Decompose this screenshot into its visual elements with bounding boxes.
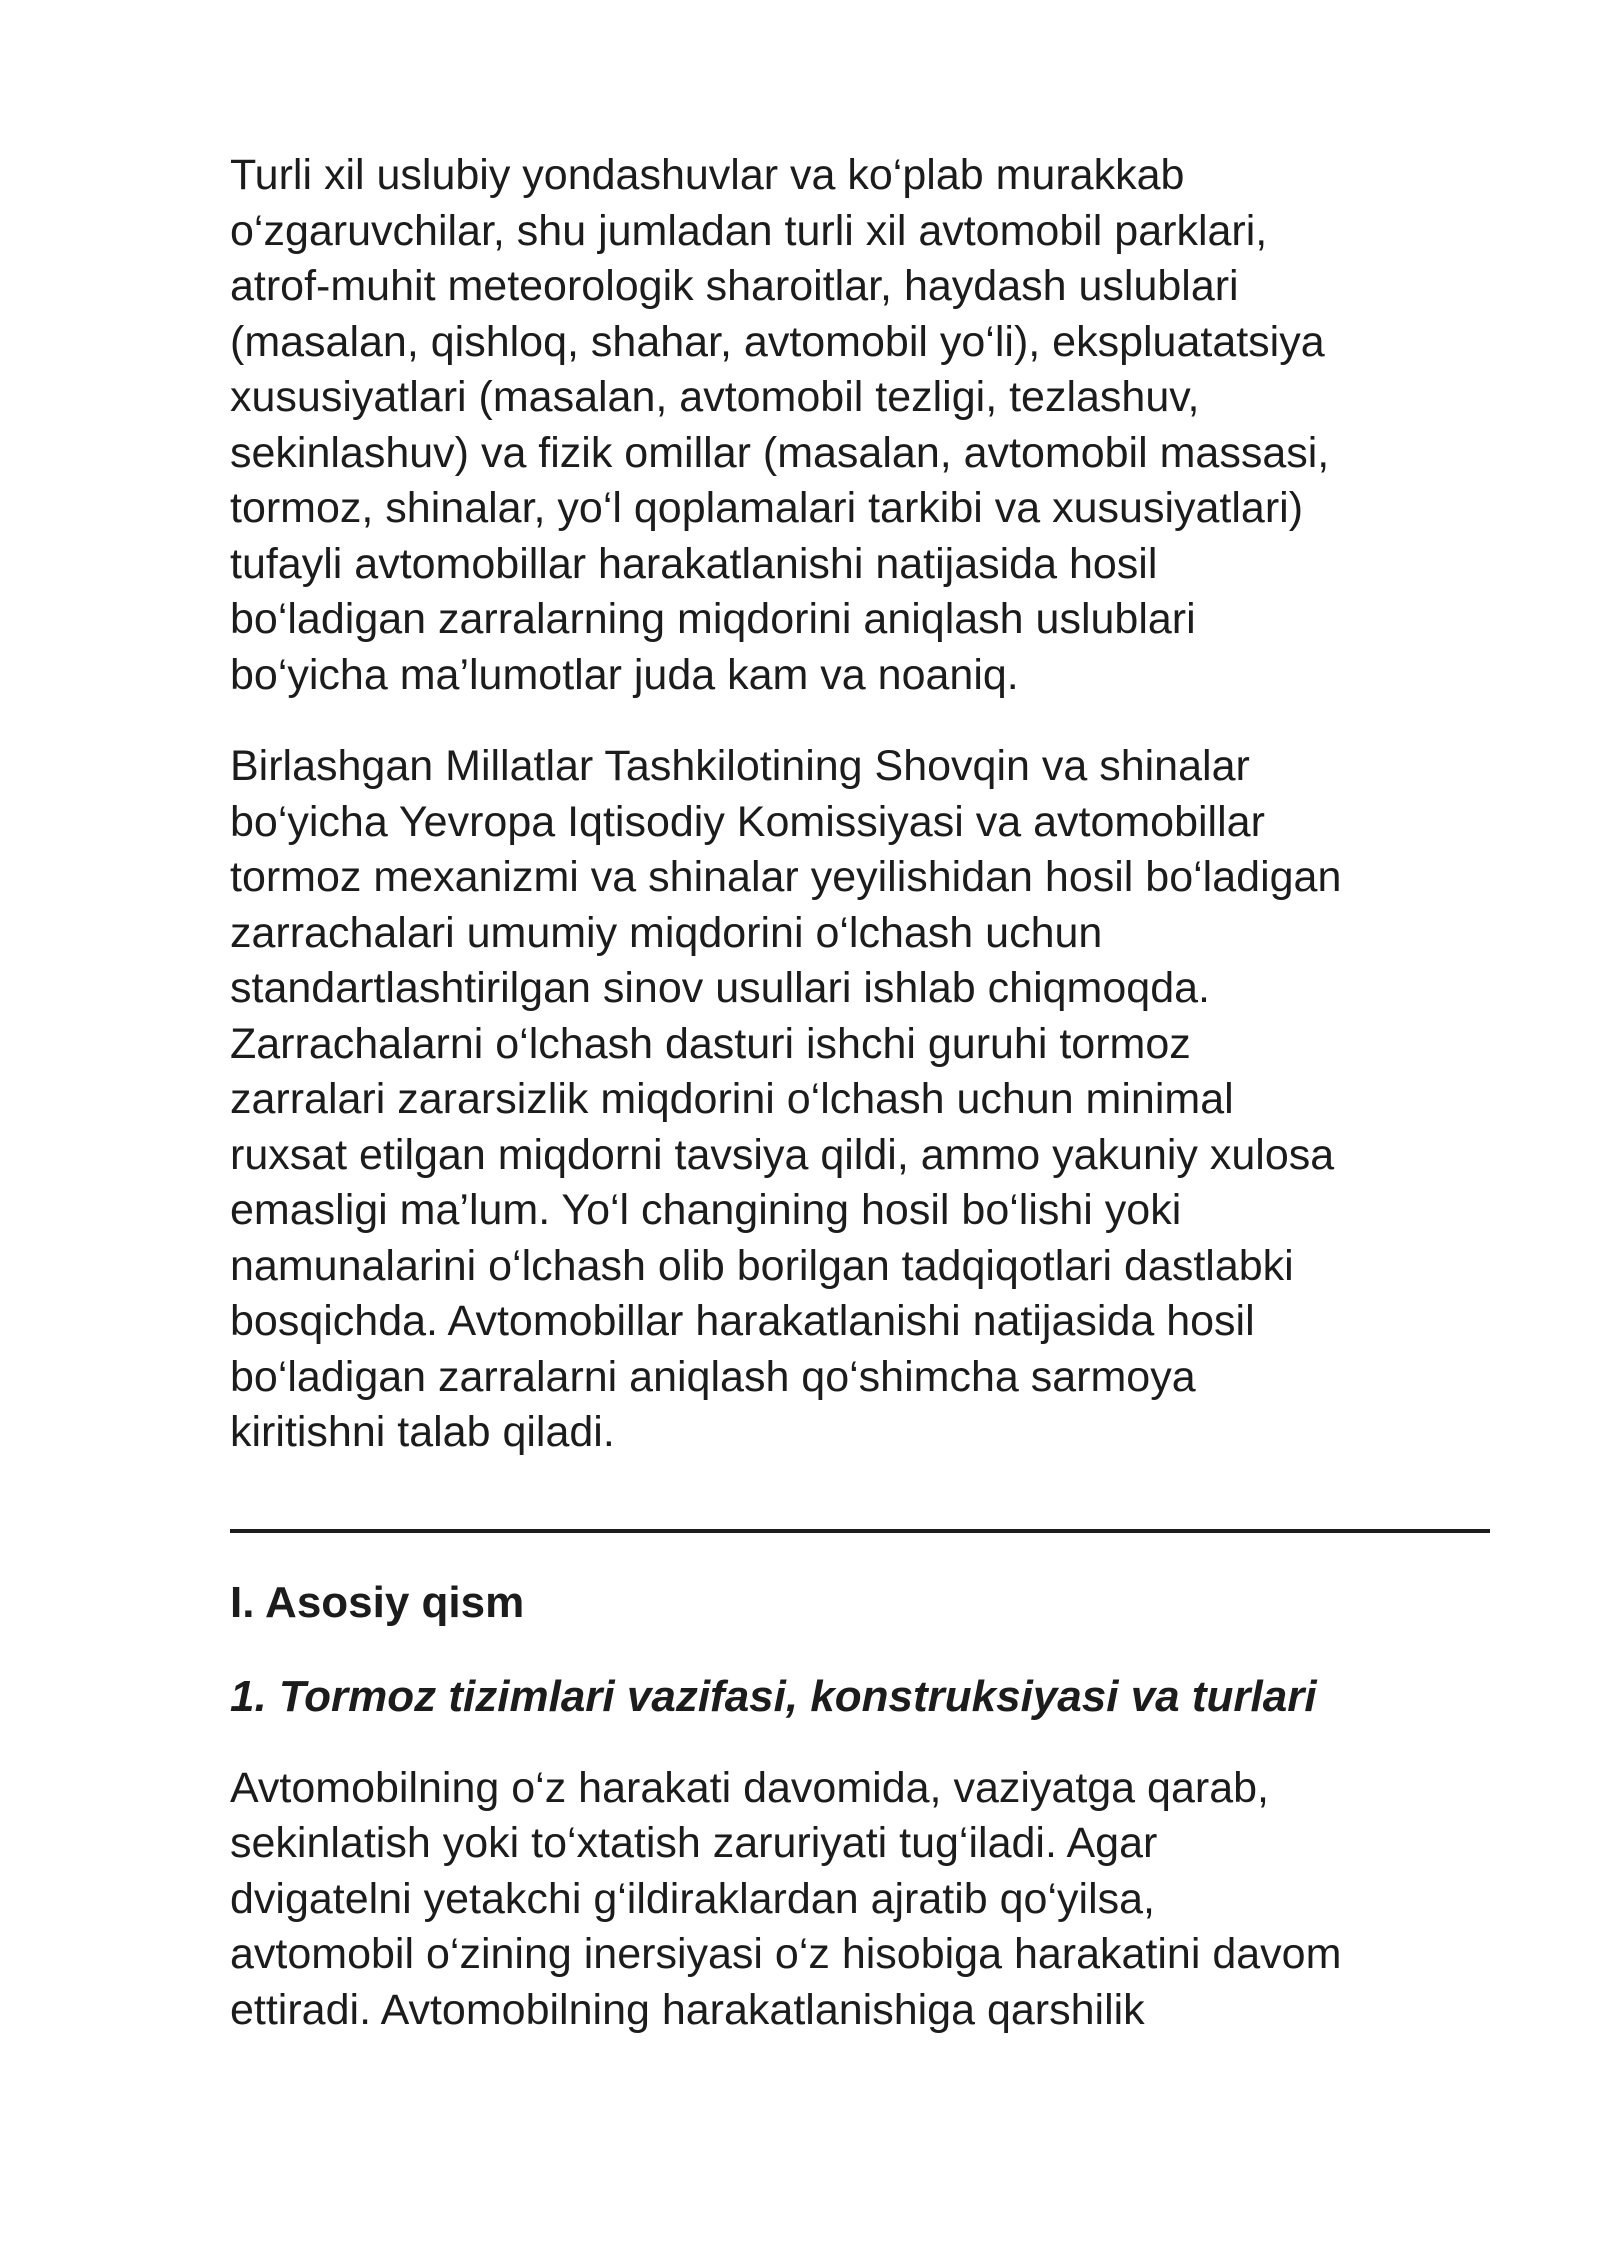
text-line: bo‘ladigan zarralarning miqdorini aniqlash uslublari	[230, 595, 1196, 643]
text-line: xususiyatlari (masalan, avtomobil tezligi, tezlashuv,	[230, 373, 1200, 421]
text-line: tormoz mexanizmi va shinalar yeyilishidan hosil bo‘ladigan	[230, 853, 1342, 901]
intro-paragraph	[230, 148, 1490, 703]
text-line: bo‘yicha ma’lumotlar juda kam va noaniq.	[230, 650, 1019, 699]
text-line: Zarrachalarni o‘lchash dasturi ishchi guruhi tormoz	[230, 1019, 1191, 1068]
text-line: avtomobil o‘zining inersiyasi o‘z hisobiga harakatini davom	[230, 1930, 1342, 1978]
page-content	[230, 148, 1490, 2038]
second-paragraph	[230, 739, 1490, 1461]
text-line: standartlashtirilgan sinov usullari ishlab chiqmoqda.	[230, 964, 1210, 1012]
text-line: emasligi ma’lum. Yo‘l changining hosil bo‘lishi yoki	[230, 1186, 1182, 1234]
text-line: zarrachalari umumiy miqdorini o‘lchash uchun	[230, 908, 1103, 957]
text-line: Birlashgan Millatlar Tashkilotining Shovqin va shinalar	[230, 742, 1250, 790]
text-line: dvigatelni yetakchi g‘ildiraklardan ajratib qo‘yilsa,	[230, 1874, 1155, 1923]
subsection-heading: 1. Tormoz tizimlari vazifasi, konstruksiyasi va turlari	[230, 1671, 1317, 1721]
text-line: sekinlashuv) va fizik omillar (masalan, avtomobil massasi,	[230, 428, 1330, 477]
text-line: bo‘yicha Yevropa Iqtisodiy Komissiyasi va avtomobillar	[230, 797, 1265, 846]
text-line: sekinlatish yoki to‘xtatish zaruriyati tug‘iladi. Agar	[230, 1819, 1158, 1867]
text-line: o‘zgaruvchilar, shu jumladan turli xil avtomobil parklari,	[230, 206, 1268, 255]
text-line: tormoz, shinalar, yo‘l qoplamalari tarkibi va xususiyatlari)	[230, 484, 1304, 532]
text-line: zarralari zararsizlik miqdorini o‘lchash uchun minimal	[230, 1075, 1234, 1123]
section-heading: I. Asosiy qism	[230, 1577, 525, 1627]
text-line: bosqichda. Avtomobillar harakatlanishi natijasida hosil	[230, 1297, 1255, 1345]
text-line: tufayli avtomobillar harakatlanishi natijasida hosil	[230, 539, 1158, 588]
text-line: ruxsat etilgan miqdorni tavsiya qildi, ammo yakuniy xulosa	[230, 1130, 1335, 1179]
text-line: namunalarini o‘lchash olib borilgan tadqiqotlari dastlabki	[230, 1241, 1294, 1290]
text-line: atrof-muhit meteorologik sharoitlar, haydash uslublari	[230, 262, 1239, 310]
text-line: kiritishni talab qiladi.	[230, 1408, 615, 1456]
section-divider	[230, 1529, 1490, 1533]
text-line: Avtomobilning o‘z harakati davomida, vaziyatga qarab,	[230, 1763, 1269, 1812]
section-paragraph	[230, 1761, 1490, 2039]
text-line: (masalan, qishloq, shahar, avtomobil yo‘li), ekspluatatsiya	[230, 317, 1325, 366]
text-line: Turli xil uslubiy yondashuvlar va ko‘plab murakkab	[230, 151, 1185, 199]
text-line: bo‘ladigan zarralarni aniqlash qo‘shimcha sarmoya	[230, 1352, 1196, 1401]
text-line: ettiradi. Avtomobilning harakatlanishiga qarshilik	[230, 1985, 1145, 2034]
